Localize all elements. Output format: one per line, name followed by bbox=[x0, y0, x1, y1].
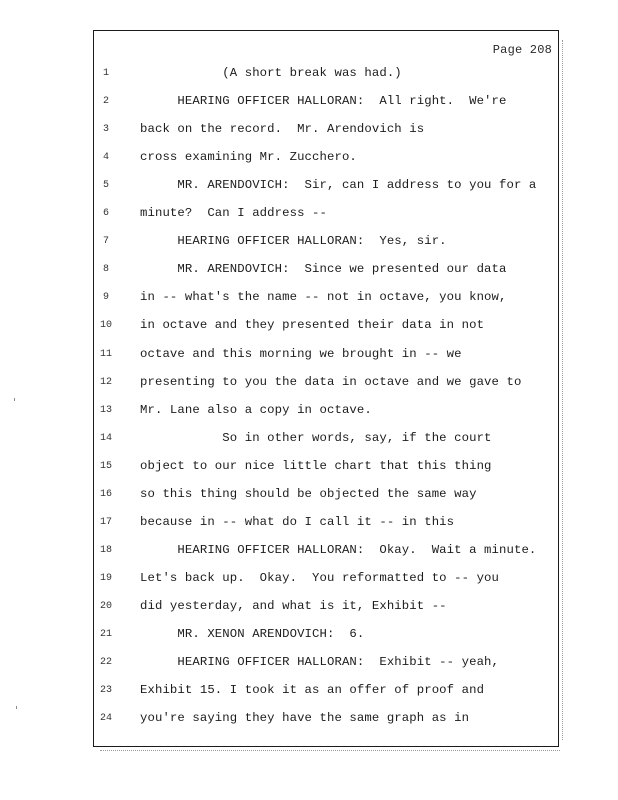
line-text: did yesterday, and what is it, Exhibit -- bbox=[140, 598, 447, 613]
line-number: 4 bbox=[102, 152, 109, 164]
transcript-line bbox=[94, 710, 560, 730]
line-number: 6 bbox=[102, 208, 109, 220]
line-number: 18 bbox=[99, 544, 112, 556]
line-number: 3 bbox=[102, 124, 109, 136]
transcript-line bbox=[94, 402, 560, 422]
transcript-line bbox=[94, 289, 560, 309]
line-text: in octave and they presented their data in not bbox=[140, 318, 485, 333]
line-number: 14 bbox=[99, 432, 112, 444]
transcript-line bbox=[94, 458, 560, 478]
line-number: 19 bbox=[99, 572, 112, 584]
line-text: MR. ARENDOVICH: Since we presented our data bbox=[140, 262, 507, 277]
line-text: back on the record. Mr. Arendovich is bbox=[140, 122, 425, 137]
transcript-line bbox=[94, 514, 560, 534]
line-number: 5 bbox=[102, 180, 109, 192]
transcript-line bbox=[94, 570, 560, 590]
line-number: 15 bbox=[99, 460, 112, 472]
line-text: MR. ARENDOVICH: Sir, can I address to you for a bbox=[140, 178, 537, 193]
line-number: 23 bbox=[99, 685, 112, 697]
transcript-line bbox=[94, 233, 560, 253]
line-number: 8 bbox=[102, 264, 109, 276]
line-text: minute? Can I address -- bbox=[140, 206, 327, 221]
line-number: 21 bbox=[99, 629, 112, 640]
page-number: Page 208 bbox=[492, 43, 552, 57]
line-number: 1 bbox=[102, 68, 109, 79]
line-text: so this thing should be objected the same way bbox=[140, 486, 477, 501]
line-number: 24 bbox=[99, 713, 112, 725]
transcript-line bbox=[94, 177, 560, 197]
transcript-line bbox=[94, 682, 560, 702]
line-text: octave and this morning we brought in -- we bbox=[140, 346, 462, 361]
line-text: (A short break was had.) bbox=[140, 66, 402, 80]
transcript-line bbox=[94, 65, 560, 85]
line-text: Let's back up. Okay. You reformatted to -- you bbox=[140, 570, 500, 585]
transcript-line bbox=[94, 374, 560, 394]
transcript-line bbox=[94, 486, 560, 506]
line-text: So in other words, say, if the court bbox=[140, 430, 492, 445]
line-text: HEARING OFFICER HALLORAN: Yes, sir. bbox=[140, 234, 447, 249]
line-number: 20 bbox=[99, 600, 112, 612]
line-text: cross examining Mr. Zucchero. bbox=[140, 150, 357, 165]
line-text: object to our nice little chart that this thing bbox=[140, 458, 492, 473]
line-number: 16 bbox=[99, 488, 112, 500]
line-text: HEARING OFFICER HALLORAN: All right. We're bbox=[140, 94, 507, 109]
line-text: HEARING OFFICER HALLORAN: Okay. Wait a minute. bbox=[140, 542, 537, 557]
transcript-line bbox=[94, 93, 560, 113]
line-number: 11 bbox=[99, 348, 112, 360]
transcript-line bbox=[94, 205, 560, 225]
transcript-line bbox=[94, 346, 560, 366]
transcript-line bbox=[94, 261, 560, 281]
transcript-page bbox=[93, 30, 559, 747]
transcript-line bbox=[94, 654, 560, 674]
line-text: Mr. Lane also a copy in octave. bbox=[140, 402, 372, 417]
transcript-line bbox=[94, 317, 560, 337]
line-number: 22 bbox=[99, 657, 112, 669]
scan-speck bbox=[16, 706, 17, 709]
line-number: 2 bbox=[102, 96, 109, 108]
line-number: 17 bbox=[99, 516, 112, 528]
transcript-line bbox=[94, 430, 560, 450]
line-number: 9 bbox=[102, 292, 109, 304]
line-number: 10 bbox=[99, 320, 112, 332]
line-number: 7 bbox=[102, 236, 109, 248]
line-text: you're saying they have the same graph as in bbox=[140, 711, 470, 726]
line-text: MR. XENON ARENDOVICH: 6. bbox=[140, 627, 365, 641]
line-text: presenting to you the data in octave and we gave to bbox=[140, 374, 522, 389]
transcript-line bbox=[94, 542, 560, 562]
line-text: Exhibit 15. I took it as an offer of proof and bbox=[140, 683, 485, 698]
transcript-line bbox=[94, 121, 560, 141]
line-text: because in -- what do I call it -- in this bbox=[140, 514, 455, 529]
line-text: in -- what's the name -- not in octave, you know, bbox=[140, 290, 507, 305]
transcript-line bbox=[94, 149, 560, 169]
transcript-line bbox=[94, 626, 560, 646]
line-number: 12 bbox=[99, 376, 112, 388]
scan-edge-bottom bbox=[100, 750, 560, 752]
transcript-line bbox=[94, 598, 560, 618]
scan-speck bbox=[14, 398, 15, 401]
line-text: HEARING OFFICER HALLORAN: Exhibit -- yeah, bbox=[140, 655, 500, 670]
line-number: 13 bbox=[99, 404, 112, 416]
scan-edge-right bbox=[562, 40, 564, 740]
